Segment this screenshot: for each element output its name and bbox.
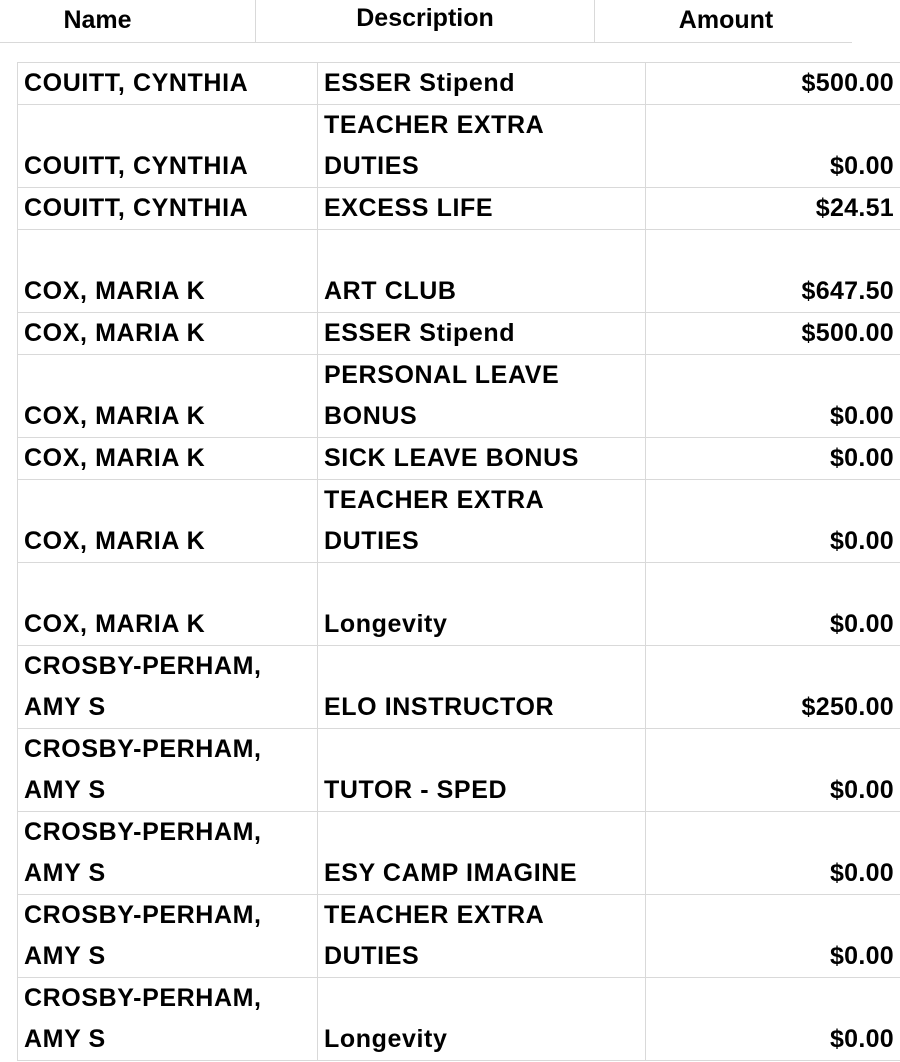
description-cell: ESSER Stipend (318, 63, 646, 105)
column-header-amount: Amount (678, 6, 774, 34)
name-cell: COX, MARIA K (18, 313, 318, 355)
table-row (18, 729, 900, 812)
description-cell: Longevity (318, 978, 646, 1061)
table-row (18, 105, 900, 188)
table-row (18, 646, 900, 729)
table-row (18, 812, 900, 895)
amount-cell: $250.00 (646, 646, 900, 729)
name-cell: COX, MARIA K (18, 438, 318, 480)
amount-cell: $0.00 (646, 812, 900, 895)
table-row (18, 895, 900, 978)
table-row (18, 978, 900, 1061)
description-cell: TEACHER EXTRA DUTIES (318, 480, 646, 563)
amount-cell: $0.00 (646, 355, 900, 438)
description-cell: SICK LEAVE BONUS (318, 438, 646, 480)
name-cell: CROSBY-PERHAM, AMY S (18, 646, 318, 729)
name-cell: COX, MARIA K (18, 230, 318, 313)
name-cell: COX, MARIA K (18, 355, 318, 438)
amount-cell: $500.00 (646, 63, 900, 105)
amount-cell: $0.00 (646, 438, 900, 480)
table-row (18, 355, 900, 438)
amount-cell: $0.00 (646, 895, 900, 978)
description-cell: TEACHER EXTRA DUTIES (318, 105, 646, 188)
amount-cell: $0.00 (646, 729, 900, 812)
name-cell: CROSBY-PERHAM, AMY S (18, 895, 318, 978)
table-row (18, 230, 900, 313)
description-cell: TUTOR - SPED (318, 729, 646, 812)
name-cell: CROSBY-PERHAM, AMY S (18, 729, 318, 812)
amount-cell: $0.00 (646, 563, 900, 646)
amount-cell: $24.51 (646, 188, 900, 230)
name-cell: COX, MARIA K (18, 563, 318, 646)
payments-table (17, 62, 900, 1061)
name-cell: COUITT, CYNTHIA (18, 105, 318, 188)
name-cell: CROSBY-PERHAM, AMY S (18, 812, 318, 895)
name-cell: COUITT, CYNTHIA (18, 188, 318, 230)
table-row (18, 313, 900, 355)
amount-cell: $0.00 (646, 480, 900, 563)
name-cell: COX, MARIA K (18, 480, 318, 563)
table-row (18, 480, 900, 563)
table-header (0, 0, 852, 43)
description-cell: TEACHER EXTRA DUTIES (318, 895, 646, 978)
table-row (18, 188, 900, 230)
amount-cell: $647.50 (646, 230, 900, 313)
description-cell: ESY CAMP IMAGINE (318, 812, 646, 895)
description-cell: ESSER Stipend (318, 313, 646, 355)
table-row (18, 563, 900, 646)
description-cell: Longevity (318, 563, 646, 646)
description-cell: EXCESS LIFE (318, 188, 646, 230)
amount-cell: $500.00 (646, 313, 900, 355)
name-cell: CROSBY-PERHAM, AMY S (18, 978, 318, 1061)
description-cell: ART CLUB (318, 230, 646, 313)
amount-cell: $0.00 (646, 978, 900, 1061)
description-cell: ELO INSTRUCTOR (318, 646, 646, 729)
column-header-name: Name (0, 0, 256, 42)
column-header-description: Description (256, 0, 595, 42)
amount-cell: $0.00 (646, 105, 900, 188)
name-cell: COUITT, CYNTHIA (18, 63, 318, 105)
table-row (18, 438, 900, 480)
description-cell: PERSONAL LEAVE BONUS (318, 355, 646, 438)
table-row (18, 63, 900, 105)
